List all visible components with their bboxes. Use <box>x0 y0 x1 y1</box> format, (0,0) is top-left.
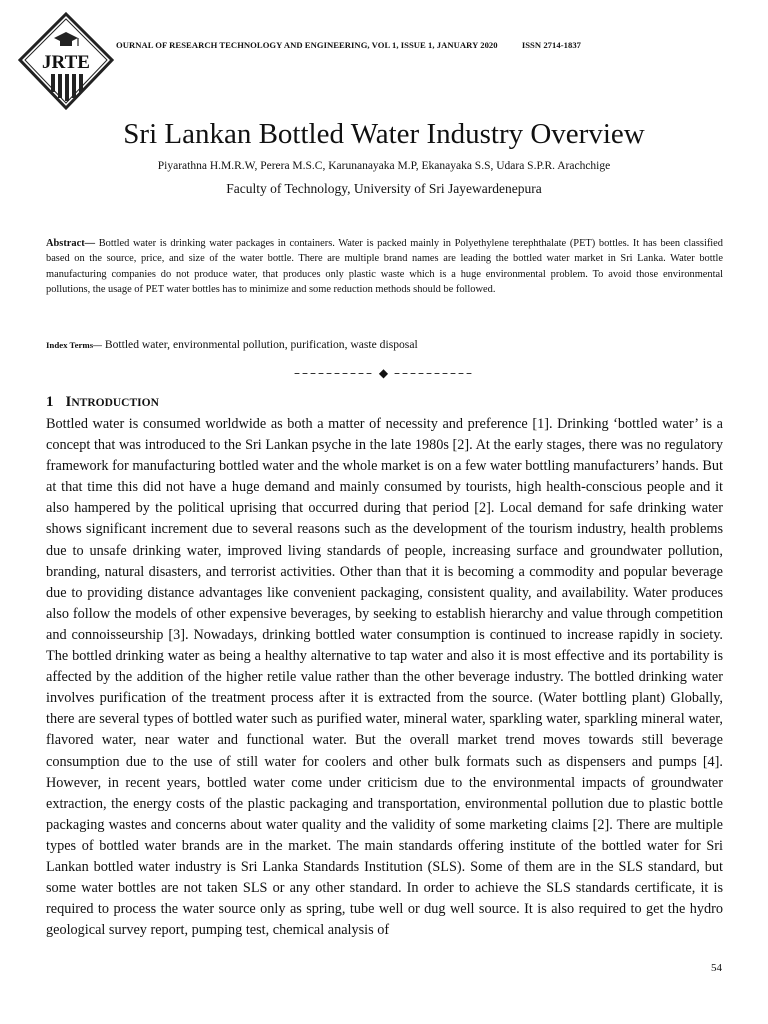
section-number: 1 <box>46 394 54 410</box>
journal-issn: ISSN 2714-1837 <box>521 40 582 50</box>
introduction-body: Bottled water is consumed worldwide as both a matter of necessity and preference [1]. Drinking ‘bottled water’ is a concept that was introduced to the Sri Lankan psyche in the late 1980s [2]. At the early stages, there was no regulatory framework for manufacturing bottled water and the whole market is on a few water bottling manufacturers’ hands. But at that time this did not have a huge demand and mainly consumed by tourists, high health-conscious people and it also hampered by the political uprising that occurred during that period [2]. Local demand for safe drinking water shows significant increment due to several reasons such as the development of the tourism industry, health problems due to unsafe drinking water, improved living standards of people, increasing surface and groundwater pollution, branding, natural disasters, and terrorist activities. Other than that it is becoming a commodity and popular beverage due to providing distance advantages like convenient packaging, consistent quality, and availability. Water produces also follow the models of other expensive beverages, by seeking to establish hierarchy and value through competition and connoisseurship [3]. Nowadays, drinking bottled water consumption is continued to increase rapidly in society. The bottled drinking water as being a healthy alternative to tap water and also it is most effective and its portability is affected by the addition of the higher retile value rather than the other beverage industry. The bottled drinking water involves purification of the treatment process after it is extracted from the source. (Water bottling plant) Globally, there are several types of bottled water such as purified water, mineral water, sparkling water, sparkling mineral water, flavored water, near water and functional water. But the overall market trend moves towards still beverage consumption due to the use of still water for coolers and other bulk formats such as dispensers and pumps [4]. However, in recent years, bottled water come under criticism due to the environmental impacts of groundwater extraction, the energy costs of the plastic packaging and transportation, environmental pollution due to plastic bottle packaging wastes and concerns about water quality and the validity of some marketing claims [2]. There are multiple types of bottled water brands are in the market. The main standards offering institute of the bottled water for Sri Lankan bottled water industry is Sri Lanka Standards Institution (SLS). Some of them are in the SLS standard, but some water bottles are not taken SLS or any other standard. In order to achieve the SLS standards certificate, it is required to process the water source only as spring, tube well or dug well source. It is also required to get the hydro geological survey report, pumping test, chemical analysis of <box>46 416 723 939</box>
separator-dashes-left: –––––––––– <box>294 366 375 380</box>
separator-dashes-right: –––––––––– <box>393 366 474 380</box>
journal-running-header <box>116 40 581 50</box>
journal-logo <box>18 12 114 112</box>
abstract <box>46 236 723 297</box>
section-separator <box>0 366 768 380</box>
abstract-text: Bottled water is drinking water packages in containers. Water is packed mainly in Polyethylene terephthalate (PET) bottles. It has been classified based on the source, price, and size of the water bottle. There are multiple brand names are leading the bottled water market in Sri Lanka. Water bottle manufacturing companies do not produce water, that produces only plastic waste which is a huge environmental problem. To avoid those environmental pollutions, the usage of PET water bottles has to minimize and some reduction methods should be followed. <box>46 238 723 295</box>
section-title-initial: I <box>65 394 72 410</box>
section-heading-introduction <box>46 394 159 411</box>
section-title-rest: NTRODUCTION <box>71 397 159 409</box>
page-number: 54 <box>711 962 722 974</box>
logo-text: JRTE <box>42 52 90 73</box>
journal-name: OURNAL OF RESEARCH TECHNOLOGY AND ENGINEERING, VOL 1, ISSUE 1, JANUARY 2020 <box>116 40 498 50</box>
paper-authors: Piyarathna H.M.R.W, Perera M.S.C, Karunanayaka M.P, Ekanayaka S.S, Udara S.P.R. Arachchige <box>157 160 611 172</box>
separator-diamond-icon: ◆ <box>378 366 390 380</box>
paper-affiliation: Faculty of Technology, University of Sri Jayewardenepura <box>226 181 542 196</box>
index-terms <box>46 338 418 351</box>
abstract-label: Abstract— <box>46 238 96 249</box>
paper-title: Sri Lankan Bottled Water Industry Overview <box>123 118 645 150</box>
index-terms-label: Index Terms— <box>46 340 102 350</box>
index-terms-text: Bottled water, environmental pollution, purification, waste disposal <box>101 338 418 351</box>
jrte-logo-graphic <box>18 12 114 112</box>
